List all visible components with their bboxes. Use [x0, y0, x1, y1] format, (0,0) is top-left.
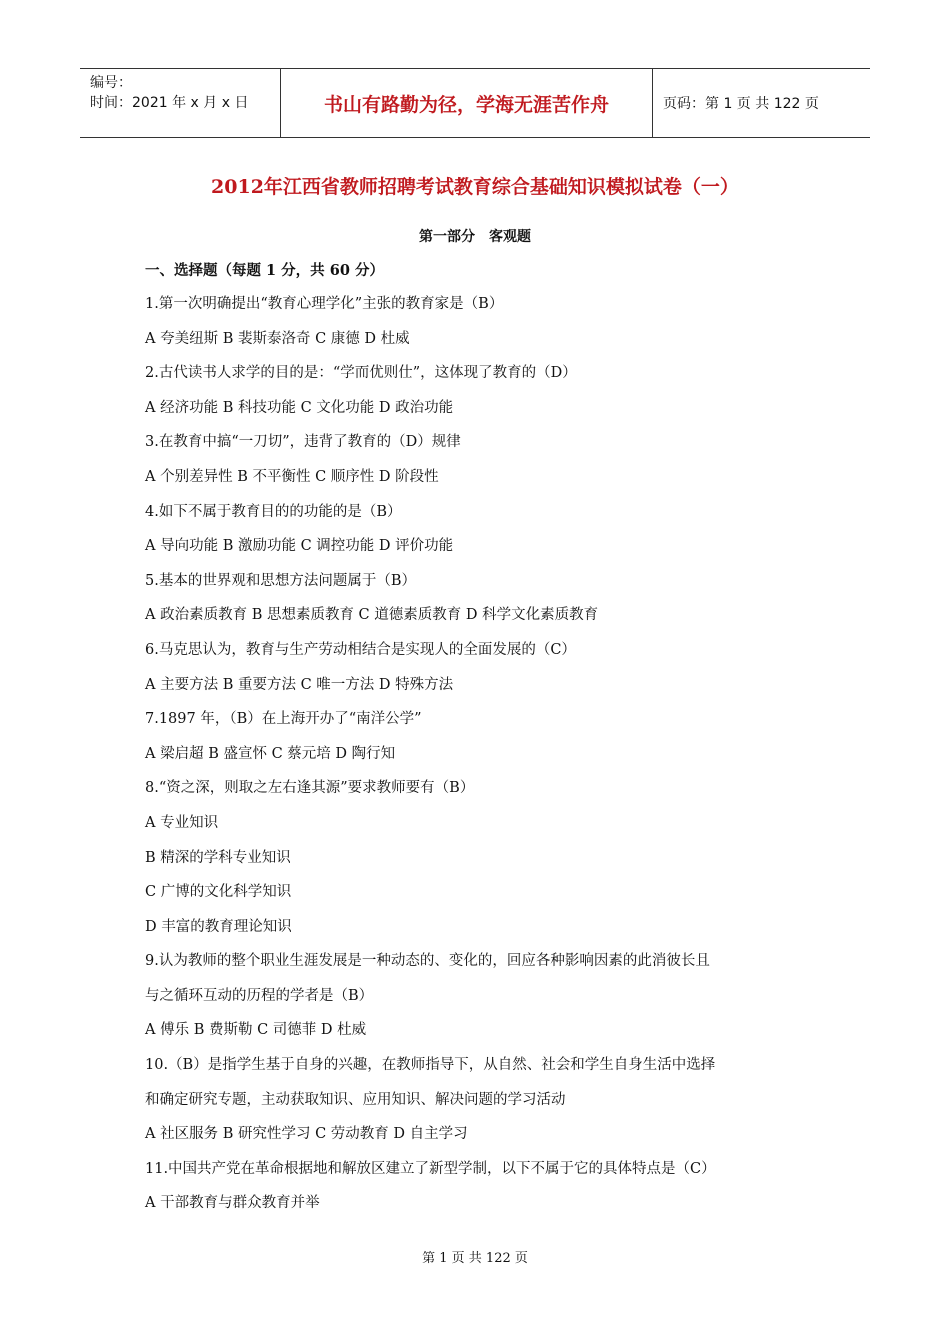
motto-cell	[281, 69, 653, 137]
question-line: 4.如下不属于教育目的的功能的是（B）	[145, 503, 402, 520]
options-line: A 经济功能 B 科技功能 C 文化功能 D 政治功能	[145, 399, 454, 416]
options-line: B 精深的学科专业知识	[145, 849, 291, 866]
number-label: 编号：	[90, 75, 132, 91]
question-line: 6.马克思认为，教育与生产劳动相结合是实现人的全面发展的（C）	[145, 641, 576, 658]
question-line-continued: 和确定研究专题，主动获取知识、应用知识、解决问题的学习活动	[145, 1091, 566, 1108]
question-line: 7.1897 年，（B）在上海开办了“南洋公学”	[145, 711, 422, 728]
question-line: 10.（B）是指学生基于自身的兴趣，在教师指导下，从自然、社会和学生自身生活中选择	[145, 1057, 716, 1074]
question-line-continued: 与之循环互动的历程的学者是（B）	[145, 987, 374, 1004]
options-line: D 丰富的教育理论知识	[145, 918, 292, 935]
page-info-text: 页码：第 1 页 共 122 页	[663, 96, 819, 112]
options-line: A 个别差异性 B 不平衡性 C 顺序性 D 阶段性	[145, 468, 439, 485]
document-title: 2012年江西省教师招聘考试教育综合基础知识模拟试卷（一）	[211, 176, 739, 198]
page-footer: 第 1 页 共 122 页	[422, 1251, 528, 1266]
options-line: C 广博的文化科学知识	[145, 884, 292, 901]
date-label: 时间：2021 年 x 月 x 日	[90, 95, 249, 111]
section-title: 一、选择题（每题 1 分，共 60 分）	[145, 262, 384, 279]
question-line: 2.古代读书人求学的目的是：“学而优则仕”，这体现了教育的（D）	[145, 365, 577, 382]
question-line: 8.“资之深，则取之左右逢其源”要求教师要有（B）	[145, 780, 475, 797]
question-line: 3.在教育中搞“一刀切”，违背了教育的（D）规律	[145, 434, 461, 451]
question-line: 5.基本的世界观和思想方法问题属于（B）	[145, 572, 416, 589]
options-line: A 导向功能 B 激励功能 C 调控功能 D 评价功能	[145, 538, 454, 555]
options-line: A 主要方法 B 重要方法 C 唯一方法 D 特殊方法	[145, 676, 454, 693]
page-info-cell	[653, 69, 870, 137]
motto-text: 书山有路勤为径，学海无涯苦作舟	[323, 93, 609, 116]
question-line: 1.第一次明确提出“教育心理学化”主张的教育家是（B）	[145, 296, 504, 312]
question-list	[145, 293, 815, 1227]
options-line: A 傅乐 B 费斯勒 C 司德菲 D 杜威	[145, 1022, 367, 1039]
options-line: A 社区服务 B 研究性学习 C 劳动教育 D 自主学习	[145, 1126, 468, 1143]
header-meta-cell	[80, 69, 281, 137]
question-line: 11.中国共产党在革命根据地和解放区建立了新型学制，以下不属于它的具体特点是（C）	[145, 1160, 716, 1177]
part-title: 第一部分 客观题	[419, 229, 531, 245]
options-line: A 夸美纽斯 B 裴斯泰洛奇 C 康德 D 杜威	[145, 330, 410, 347]
options-line: A 梁启超 B 盛宣怀 C 蔡元培 D 陶行知	[145, 745, 396, 762]
options-line: A 政治素质教育 B 思想素质教育 C 道德素质教育 D 科学文化素质教育	[145, 607, 599, 624]
options-line: A 专业知识	[145, 814, 219, 831]
header-table	[80, 68, 870, 138]
question-line: 9.认为教师的整个职业生涯发展是一种动态的、变化的，回应各种影响因素的此消彼长且	[145, 953, 710, 970]
options-line: A 干部教育与群众教育并举	[145, 1195, 320, 1212]
